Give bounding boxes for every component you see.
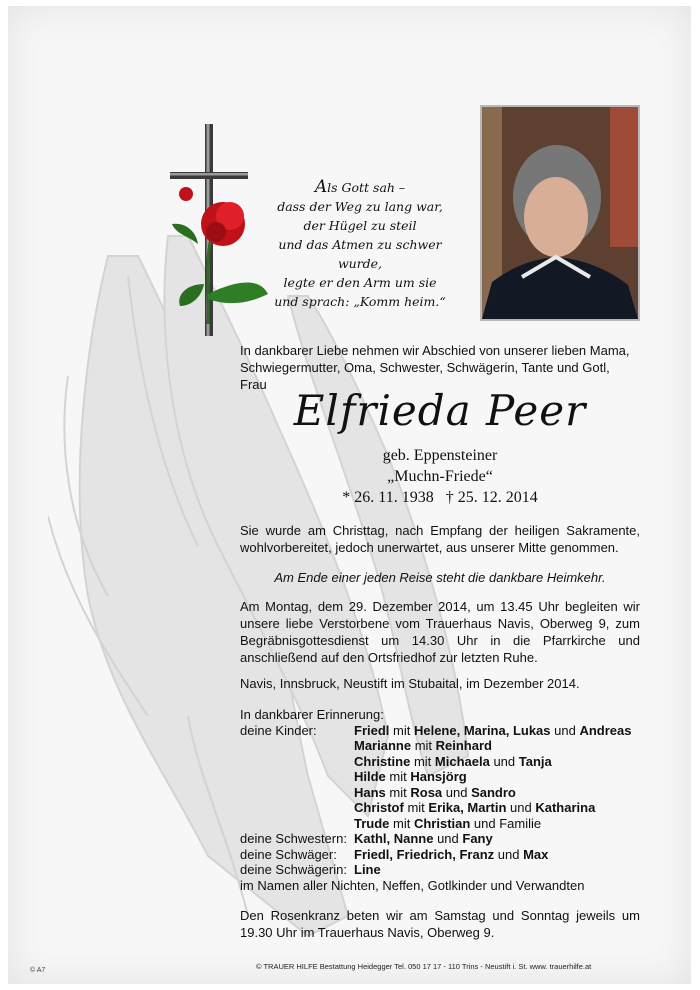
family-row — [240, 785, 660, 801]
family-members: Marianne mit Reinhard — [354, 738, 492, 753]
portrait-photo — [480, 105, 640, 321]
family-row — [240, 738, 660, 754]
remembrance-heading: In dankbarer Erinnerung: — [240, 707, 384, 722]
family-members: Kathl, Nanne und Fany — [354, 831, 493, 846]
family-relation-label — [240, 769, 354, 785]
family-row — [240, 831, 660, 847]
family-relation-label: deine Schwägerin: — [240, 862, 347, 877]
poem-line: und sprach: „Komm heim.“ — [274, 294, 446, 309]
family-relation-label: deine Schwestern: — [240, 831, 347, 846]
family-row — [240, 847, 660, 863]
quote: Am Ende einer jeden Reise steht die dankbare Heimkehr. — [274, 570, 606, 585]
family-members: Christine mit Michaela und Tanja — [354, 753, 552, 769]
relatives-line: im Namen aller Nichten, Neffen, Gotlkinder und Verwandten — [240, 877, 585, 893]
family-row — [240, 862, 660, 878]
rosary-text: Den Rosenkranz beten wir am Samstag und Sonntag jeweils um 19.30 Uhr im Trauerhaus Navis, Oberweg 9. — [240, 908, 640, 940]
family-row — [240, 723, 660, 739]
poem-line: und das Atmen zu schwer wurde, — [278, 237, 442, 271]
footer: © TRAUER HILFE Bestattung Heidegger Tel. 050 17 17 - 110 Trins - Neustift i. St. www. trauerhilfe.at — [256, 962, 592, 971]
family-relation-label — [240, 738, 354, 754]
places-date: Navis, Innsbruck, Neustift im Stubaital, im Dezember 2014. — [240, 676, 580, 691]
poem-line: dass der Weg zu lang war, — [277, 199, 443, 214]
life-dates: * 26. 11. 1938 † 25. 12. 2014 — [342, 489, 538, 506]
birth-name: geb. Eppensteiner — [382, 447, 498, 464]
family-relation-label — [240, 754, 354, 770]
family-members: Hilde mit Hansjörg — [354, 769, 467, 784]
family-relation-label — [240, 816, 354, 832]
deceased-name: Elfrieda Peer — [293, 386, 587, 435]
poem-initial: A — [314, 177, 328, 197]
family-members: Trude mit Christian und Familie — [354, 815, 542, 831]
family-members: Christof mit Erika, Martin und Katharina — [354, 800, 596, 815]
family-relation-label — [240, 785, 354, 801]
nickname: „Muchn-Friede“ — [387, 468, 493, 485]
family-relation-label — [240, 800, 354, 816]
family-list — [240, 707, 660, 893]
family-row — [240, 800, 660, 816]
intro-text: In dankbarer Liebe nehmen wir Abschied von unserer lieben Mama, Schwiegermutter, Oma, Schwester, Schwägerin, Tante und Gotl, Frau — [240, 343, 630, 392]
poem-line: Als Gott sah – — [314, 177, 406, 197]
family-row — [240, 769, 660, 785]
death-text: Sie wurde am Christtag, nach Empfang der heiligen Sakramente, wohlvorbereitet, jedoch unerwartet, aus unserer Mitte genommen. — [240, 523, 640, 555]
family-members: Hans mit Rosa und Sandro — [354, 784, 516, 800]
corner-mark: © A7 — [30, 967, 46, 974]
poem-line: legte er den Arm um sie — [283, 275, 437, 290]
family-members: Friedl, Friedrich, Franz und Max — [354, 846, 549, 862]
family-members: Friedl mit Helene, Marina, Lukas und Andreas — [354, 722, 632, 738]
poem-line: der Hügel zu steil — [303, 218, 417, 233]
family-relation-label: deine Schwäger: — [240, 846, 337, 862]
family-row — [240, 816, 660, 832]
family-row — [240, 754, 660, 770]
funeral-text: Am Montag, dem 29. Dezember 2014, um 13.45 Uhr begleiten wir unsere liebe Verstorbene vom Trauerhaus Navis, Oberweg 9, zum Begräbnisgottesdienst um 14.30 Uhr in die Pfarrkirche und anschließend auf den Ortsfriedhof zur letzten Ruhe. — [240, 599, 640, 665]
family-relation-label: deine Kinder: — [240, 722, 317, 738]
family-members: Line — [354, 862, 381, 877]
poem — [260, 178, 460, 311]
obituary-card — [8, 6, 691, 984]
